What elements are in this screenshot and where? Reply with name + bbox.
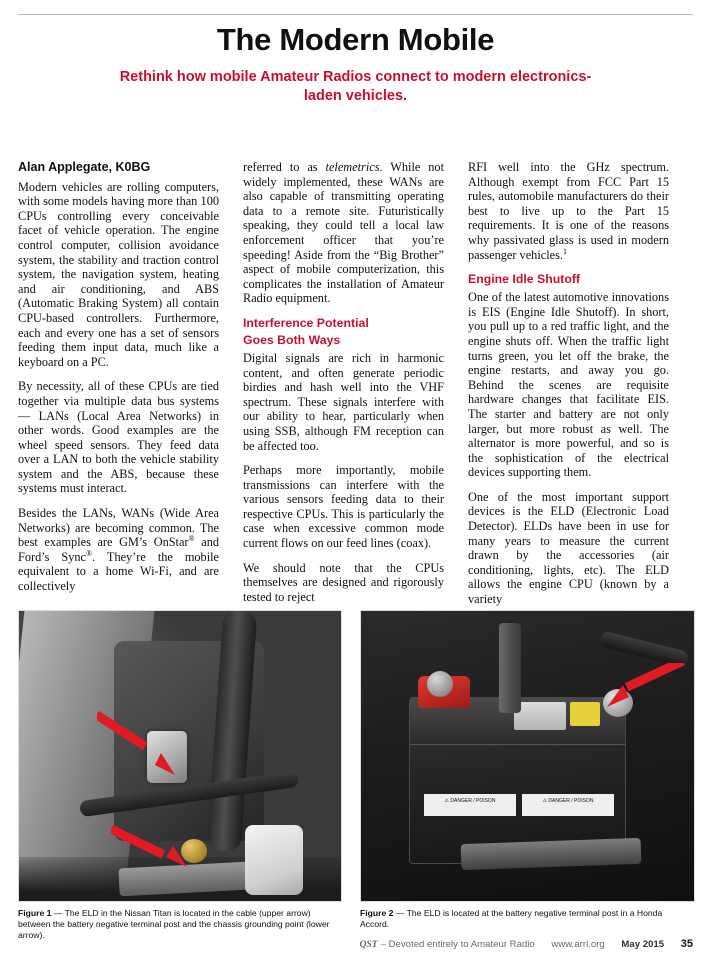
section-heading-line2: Goes Both Ways [243, 332, 341, 347]
figure-1-caption-text: — The ELD in the Nissan Titan is located in the cable (upper arrow) between the battery negative terminal post and the chassis grounding point (lower arrow). [18, 908, 330, 941]
section-heading: Engine Idle Shutoff [468, 272, 581, 287]
text-column-3 [468, 160, 669, 607]
battery-warning-label-right: ⚠ DANGER / POISON [522, 794, 614, 816]
figure-2-label: Figure 2 [360, 908, 394, 918]
paragraph-part: referred to as [243, 160, 326, 174]
page-title: The Modern Mobile [216, 22, 495, 57]
figure-2 [360, 610, 693, 930]
paragraph-part: . They’re the mobile equivalent to a home Wi-Fi, and are collectively [18, 549, 219, 594]
battery-brand-sticker [514, 702, 566, 730]
paragraph: We should note that the CPUs themselves are designed and rigorously tested to reject [243, 560, 444, 604]
paragraph [243, 160, 444, 306]
author-byline: Alan Applegate, K0BG [18, 160, 151, 174]
section-heading: Interference Potential [243, 315, 369, 330]
footer-publication-group [346, 939, 535, 950]
figure-2-caption-text: — The ELD is located at the battery negative terminal post in a Honda Accord. [360, 908, 663, 930]
paragraph-part: RFI well into the GHz spectrum. Although exempt from FCC Part 15 rules, automobile manufacturers do their best to live up to the Part 15 requirements. It is one of the reasons why passivated glass is used in modern passenger vehicles. [468, 160, 669, 262]
washer-fluid-reservoir [245, 825, 303, 895]
battery-warning-label-left: ⚠ DANGER / POISON [424, 794, 516, 816]
negative-terminal-post [427, 671, 453, 697]
paragraph: Modern vehicles are rolling computers, with some models having more than 100 CPUs controlling every conceivable facet of vehicle operation. The engine control computer, collision avoidance system, the stability and traction control system, the navigation system, heating and air conditioning, and ABS (Automatic Braking System) all contain CPU-based controllers. Furthermore, each and every one has a set of sensors feeding them input data, much like a keyboard on a PC. [18, 179, 219, 369]
eld-annotation-arrow [593, 663, 689, 715]
figure-1-caption [18, 908, 340, 942]
paragraph-part: . While not widely implemented, these WANs are also capable of transmitting operating data to a remote site. Futuristically speaking, they could tell a local law enforcement officer that you’re speeding! Aside from the “Big Brother” aspect of mobile computerization, this complicates the installation of Amateur Radio equipment. [243, 160, 444, 306]
paragraph-part: Besides the LANs, WANs (Wide Area Networks) are becoming common. The best examples are GM’s OnStar [18, 506, 219, 550]
paragraph: One of the latest automotive innovations is EIS (Engine Idle Shutoff). In short, you pull up to a red traffic light, and the engine shuts off. When the traffic light turns green, you let off the brake, the engine restarts, and away you go. Behind the scenes are requisite hardware changes that facilitate EIS. The starter and battery are not only larger, but more robust as well. The alternator is more powerful, and so is the sophistication of the electrical devices supporting them. [468, 290, 669, 480]
figure-1-label: Figure 1 [18, 908, 52, 918]
text-column-2 [243, 160, 444, 604]
figure-1 [18, 610, 340, 942]
registered-mark: ® [86, 548, 93, 558]
figure-2-photo [360, 610, 695, 902]
paragraph: One of the most important support devices is the ELD (Electronic Load Detector). ELDs have been in use for many years to measure the current drawn by the accessories (air conditioning, lights, etc). The ELD allows the engine CPU (known by a variety [468, 489, 669, 607]
footnote-ref: 1 [562, 246, 567, 256]
article-subtitle: Rethink how mobile Amateur Radios connect to modern electronics-laden vehicles. [119, 69, 592, 104]
emphasis-term: telemetrics [325, 160, 380, 174]
footer-publication: QST [359, 939, 378, 950]
text-column-1 [18, 160, 219, 594]
footer-issue-date: May 2015 [621, 939, 665, 950]
paragraph: Digital signals are rich in harmonic content, and often generate periodic birdies and hash well into the VHF spectrum. These signals interfere with our ability to hear, particularly when using SSB, although FM reception can be affected too. [243, 350, 444, 453]
upper-annotation-arrow [97, 703, 183, 775]
paragraph: By necessity, all of these CPUs are tied together via multiple data bus systems — LANs (Local Area Networks) in other words. Good examples are the wheel speed sensors. They feed data over a LAN to both the vehicle stability system and the ABS, because these systems must interact. [18, 379, 219, 496]
paragraph [18, 506, 219, 594]
figure-1-photo [18, 610, 342, 902]
registered-mark: ® [188, 534, 195, 544]
page-footer [18, 938, 693, 950]
figure-2-caption [360, 908, 693, 930]
footer-tagline: – Devoted entirely to Amateur Radio [380, 939, 535, 950]
footer-website[interactable]: www.arrl.org [551, 939, 605, 950]
lower-annotation-arrow [111, 821, 197, 879]
footer-page-number: 35 [680, 938, 693, 950]
paragraph-part: and Ford’s Sync [18, 535, 219, 564]
paragraph [468, 160, 669, 262]
header-divider [18, 14, 693, 15]
paragraph: Perhaps more importantly, mobile transmissions can interfere with the various sensors feeding data to their respective CPUs. This is particularly the case when excessive common mode current flows on our feed lines (coax). [243, 463, 444, 551]
hold-down-strut [499, 623, 521, 713]
